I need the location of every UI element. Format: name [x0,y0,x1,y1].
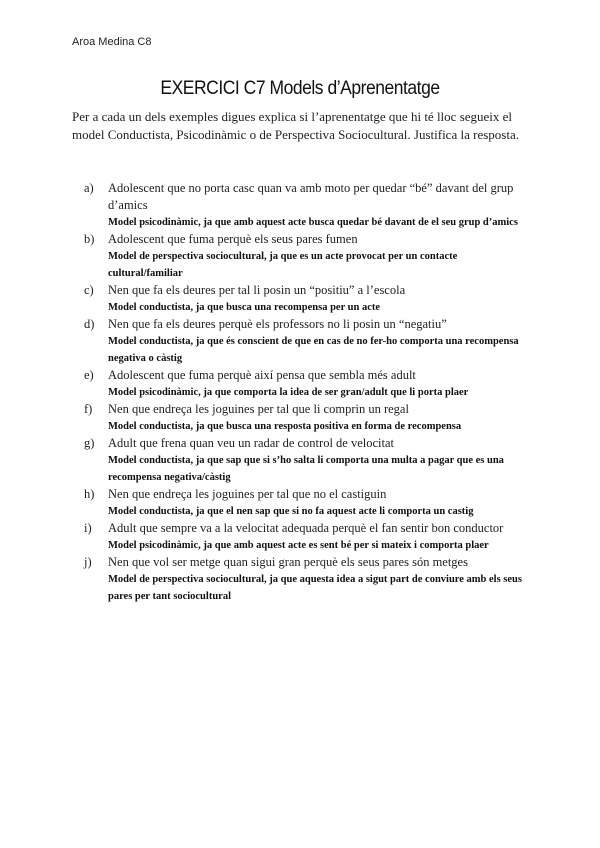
item-marker: d) [84,317,95,331]
item-question: Adolescent que no porta casc quan va amb moto per quedar “bé” davant del grup d’amics [108,181,514,212]
exercise-list [84,180,524,605]
list-item [84,435,524,486]
item-marker: j) [84,555,92,569]
list-item [84,180,524,231]
item-marker: i) [84,521,92,535]
item-marker: f) [84,402,93,416]
list-item [84,231,524,282]
list-item [84,367,524,401]
list-item [84,486,524,520]
item-question: Nen que vol ser metge quan sigui gran perquè els seus pares són metges [108,555,468,569]
list-item [84,520,524,554]
item-marker: a) [84,181,94,195]
item-answer: Model conductista, ja que és conscient de que en cas de no fer-ho comporta una recompensa negativa o càstig [108,336,519,364]
item-answer: Model de perspectiva sociocultural, ja que aquesta idea a sigut part de conviure amb els seus pares per tant sociocultural [108,574,522,602]
list-item [84,554,524,605]
item-marker: e) [84,368,94,382]
list-item [84,401,524,435]
item-answer: Model conductista, ja que sap que si s’ho salta li comporta una multa a pagar que es una recompensa negativa/càstig [108,455,504,483]
item-answer: Model psicodinàmic, ja que amb aquest acte busca quedar bé davant de el seu grup d’amics [108,217,518,228]
page-title: EXERCICI C7 Models d’Aprenentatge [160,78,440,99]
item-marker: g) [84,436,95,450]
item-question: Nen que fa els deures perquè els professors no li posin un “negatiu” [108,317,447,331]
author-name: Aroa Medina C8 [72,36,152,48]
item-marker: h) [84,487,95,501]
item-answer: Model de perspectiva sociocultural, ja que es un acte provocat per un contacte cultural/familiar [108,251,458,279]
item-question: Adolescent que fuma perquè així pensa que sembla més adult [108,368,416,382]
item-answer: Model psicodinàmic, ja que comporta la idea de ser gran/adult que li porta plaer [108,387,469,398]
item-question: Nen que fa els deures per tal li posin un “positiu” a l’escola [108,283,406,297]
intro-paragraph: Per a cada un dels exemples digues explica si l’aprenentatge que hi té lloc segueix el model Conductista, Psicodinàmic o de Perspectiva Sociocultural. Justifica la resposta. [72,109,519,142]
item-answer: Model conductista, ja que el nen sap que si no fa aquest acte li comporta un castig [108,506,474,517]
item-question: Adult que frena quan veu un radar de control de velocitat [108,436,394,450]
item-marker: b) [84,232,95,246]
item-question: Adolescent que fuma perquè els seus pares fumen [108,232,358,246]
item-question: Nen que endreça les joguines per tal que li comprin un regal [108,402,409,416]
item-question: Nen que endreça les joguines per tal que no el castiguin [108,487,387,501]
list-item [84,282,524,316]
item-question: Adult que sempre va a la velocitat adequada perquè el fan sentir bon conductor [108,521,504,535]
item-marker: c) [84,283,94,297]
list-item [84,316,524,367]
item-answer: Model conductista, ja que busca una recompensa per un acte [108,302,381,313]
item-answer: Model psicodinàmic, ja que amb aquest acte es sent bé per si mateix i comporta plaer [108,540,489,551]
item-answer: Model conductista, ja que busca una resposta positiva en forma de recompensa [108,421,462,432]
